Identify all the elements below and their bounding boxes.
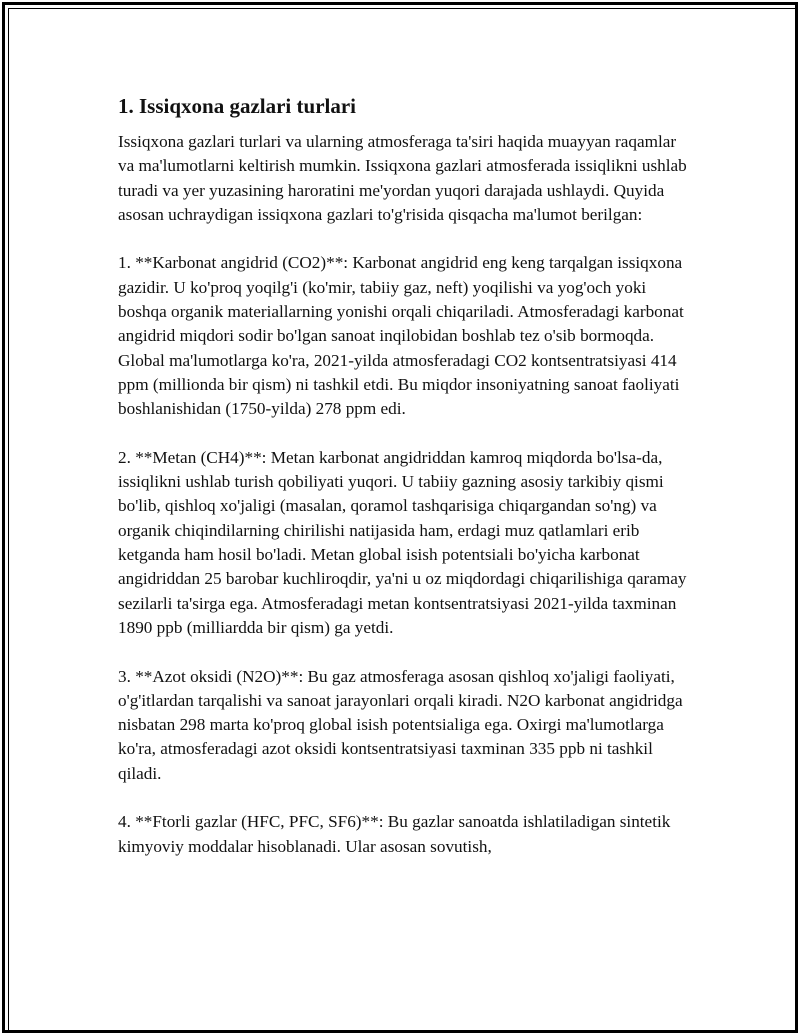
section-heading: 1. Issiqxona gazlari turlari xyxy=(118,94,357,118)
fluorinated-gases-paragraph: 4. **Ftorli gazlar (HFC, PFC, SF6)**: Bu gazlar sanoatda ishlatiladigan sintetik kimyoviy moddalar hisoblanadi. Ular asosan sovutish, xyxy=(118,812,671,856)
methane-paragraph: 2. **Metan (CH4)**: Metan karbonat angidriddan kamroq miqdorda bo'lsa-da, issiqlikni ushlab turish qobiliyati yuqori. U tabiiy gazning asosiy tarkibiy qismi bo'lib, qishloq xo'jaligi (masalan, qoramol tashqarisiga chiqargandan so'ng) va organik chiqindilarning chirilishi natijasida ham, erdagi muz qatlamlari erib ketganda ham hosil bo'ladi. Metan global isish potentsiali bo'yicha karbonat angidriddan 25 barobar kuchliroqdir, ya'ni u oz miqdordagi chiqarilishiga qaramay sezilarli ta'sirga ega. Atmosferadagi metan kontsentratsiyasi 2021-yilda taxminan 1890 ppb (milliardda bir qism) ga yetdi. xyxy=(118,447,687,637)
document-body xyxy=(118,92,693,883)
nitrous-oxide-paragraph: 3. **Azot oksidi (N2O)**: Bu gaz atmosferaga asosan qishloq xo'jaligi faoliyati, o'g'itlardan tarqalishi va sanoat jarayonlari orqali kiradi. N2O karbonat angidridga nisbatan 298 marta ko'proq global isish potentsialiga ega. Oxirgi ma'lumotlarga ko'ra, atmosferadagi azot oksidi kontsentratsiyasi taxminan 335 ppb ni tashkil qiladi. xyxy=(118,666,683,783)
co2-paragraph: 1. **Karbonat angidrid (CO2)**: Karbonat angidrid eng keng tarqalgan issiqxona gazidir. U ko'proq yoqilg'i (ko'mir, tabiiy gaz, neft) yoqilishi va yog'och yoki boshqa organik materiallarning yonishi orqali chiqariladi. Atmosferadagi karbonat angidrid miqdori sodir bo'lgan sanoat inqilobidan boshlab tez o'sib bormoqda. Global ma'lumotlarga ko'ra, 2021-yilda atmosferadagi CO2 kontsentratsiyasi 414 ppm (millionda bir qism) ni tashkil etdi. Bu miqdor insoniyatning sanoat faoliyati boshlanishidan (1750-yilda) 278 ppm edi. xyxy=(118,253,684,419)
intro-paragraph: Issiqxona gazlari turlari va ularning atmosferaga ta'siri haqida muayyan raqamlar va ma'lumotlarni keltirish mumkin. Issiqxona gazlari atmosferada issiqlikni ushlab turadi va yer yuzasining haroratini me'yordan yuqori darajada ushlaydi. Quyida asosan uchraydigan issiqxona gazlari to'g'risida qisqacha ma'lumot berilgan: xyxy=(118,132,687,224)
